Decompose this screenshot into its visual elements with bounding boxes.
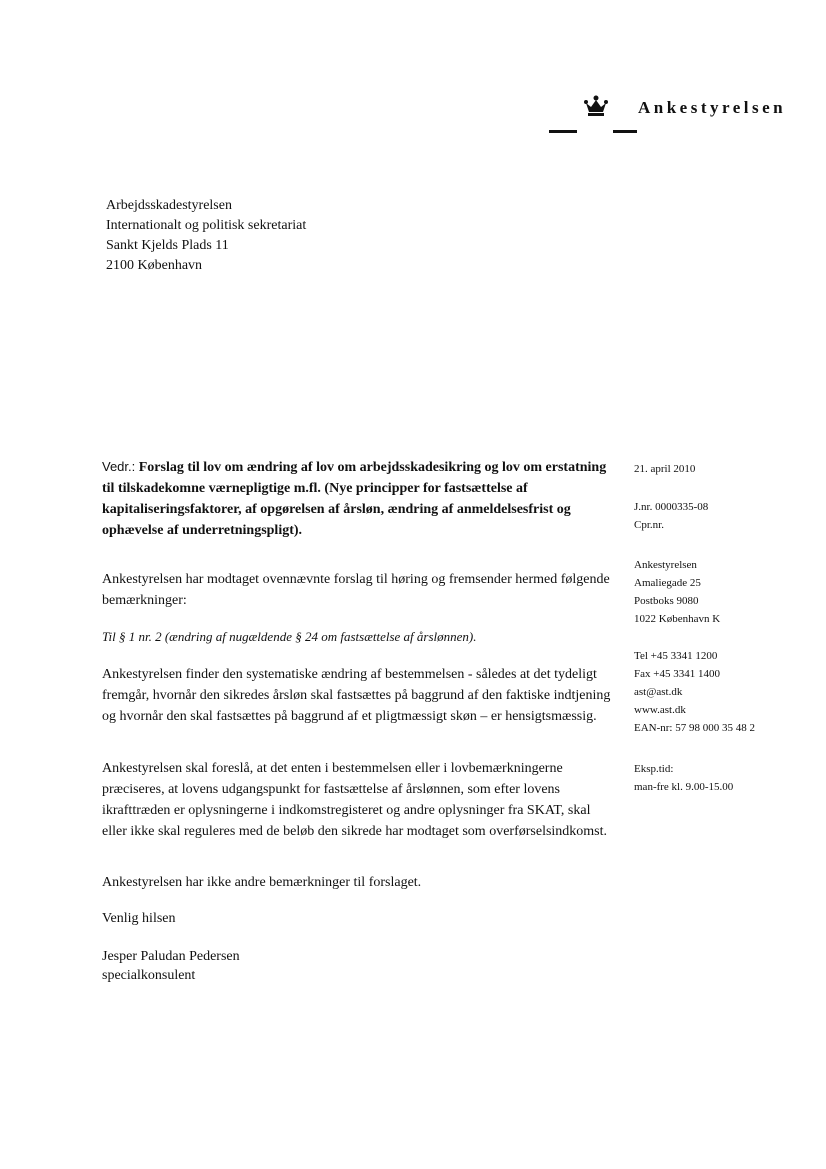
signature [102, 947, 612, 985]
signature-title: specialkonsulent [102, 968, 196, 983]
sender-line: Amaliegade 25 [634, 577, 701, 589]
crown-icon [583, 94, 609, 118]
paragraph-proposal: Ankestyrelsen skal foreslå, at det enten i bestemmelsen eller i lovbemærkningerne præciseres, at lovens udgangspunkt for fastsættelse af årslønnen, som efter lovens ikrafttræden er oplysningerne i indkomstregisteret og andre oplysninger fra SKAT, skal eller ikke skal reguleres med de beløb den sikrede har modtaget som overførselsindkomst. [102, 761, 608, 839]
hours-value: man-fre kl. 9.00-15.00 [634, 781, 734, 793]
sender-line: 1022 København K [634, 613, 721, 625]
subject-text: Forslag til lov om ændring af lov om arbejdsskadesikring og lov om erstatning til tilskadekomne værnepligtige m.fl. (Nye principper for fastsættelse af kapitaliseringsfaktorer, af opgørelsen af årsløn, ændring af anmeldelsesfrist og ophævelse af underretningspligt). [102, 460, 607, 538]
greeting: Venlig hilsen [102, 911, 176, 926]
recipient-address [106, 196, 306, 276]
website: www.ast.dk [634, 704, 686, 716]
sender-contact [634, 647, 755, 737]
logo-text: Ankestyrelsen [638, 98, 787, 117]
sender-line: Ankestyrelsen [634, 559, 697, 571]
hours-label: Eksp.tid: [634, 763, 674, 775]
phone: Tel +45 3341 1200 [634, 650, 718, 662]
recipient-line: 2100 København [106, 258, 203, 273]
sender-address [634, 556, 720, 628]
recipient-line: Arbejdsskadestyrelsen [106, 198, 232, 213]
ean-number: EAN-nr: 57 98 000 35 48 2 [634, 722, 755, 734]
email: ast@ast.dk [634, 686, 683, 698]
letterhead-logo [583, 94, 826, 146]
logo-underline-left [549, 130, 577, 133]
sender-line: Postboks 9080 [634, 595, 699, 607]
paragraph-assessment: Ankestyrelsen finder den systematiske ændring af bestemmelsen - således at det tydeligt fremgår, hvornår den sikredes årsløn skal fastsættes på baggrund af den faktiske indtjening og hvornår den skal fastsættes på baggrund af et pligtmæssigt skøn – er hensigtsmæssig. [102, 667, 611, 724]
letter-date: 21. april 2010 [634, 463, 696, 475]
signature-name: Jesper Paludan Pedersen [102, 949, 240, 964]
fax: Fax +45 3341 1400 [634, 668, 720, 680]
paragraph-section-heading: Til § 1 nr. 2 (ændring af nugældende § 24 om fastsættelse af årslønnen). [102, 629, 477, 644]
journal-number: J.nr. 0000335-08 [634, 501, 709, 513]
opening-hours [634, 760, 733, 796]
logo-underline-right [613, 130, 637, 133]
subject-line [102, 456, 612, 541]
reference-numbers [634, 498, 708, 534]
recipient-line: Sankt Kjelds Plads 11 [106, 238, 229, 253]
subject-lead: Vedr.: [102, 459, 136, 474]
paragraph-closing: Ankestyrelsen har ikke andre bemærkninger til forslaget. [102, 875, 422, 890]
cpr-number: Cpr.nr. [634, 519, 664, 531]
paragraph-intro: Ankestyrelsen har modtaget ovennævnte forslag til høring og fremsender hermed følgende bemærkninger: [102, 572, 610, 608]
recipient-line: Internationalt og politisk sekretariat [106, 218, 307, 233]
